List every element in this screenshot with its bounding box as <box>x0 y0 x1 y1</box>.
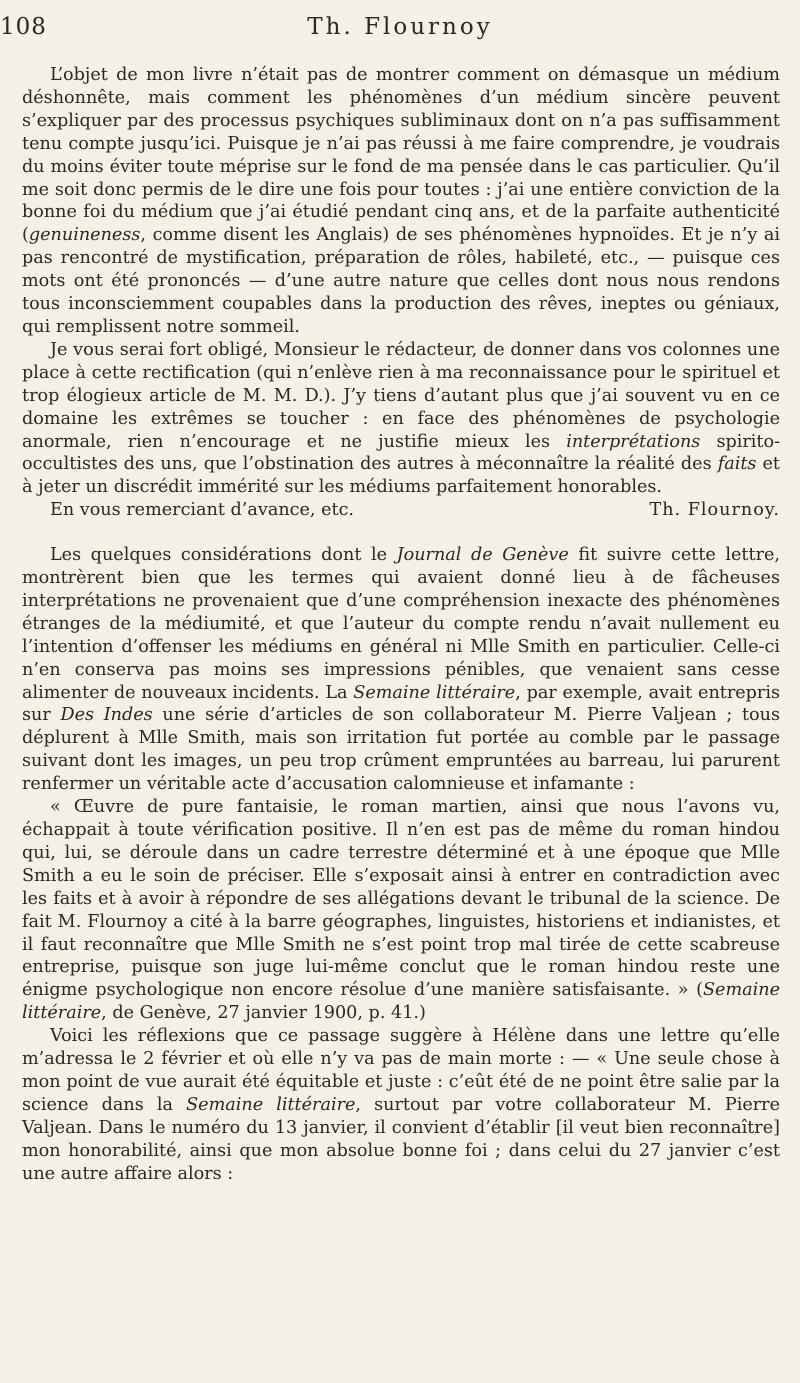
paragraph-p2 <box>22 339 780 499</box>
italic-segment: Semaine littéraire <box>353 682 516 703</box>
text-segment: Les quelques considérations dont le <box>50 545 397 566</box>
paragraph-p5 <box>22 796 780 1025</box>
text-segment: En vous remerciant d’avance, etc. <box>50 500 355 521</box>
signature-name: Th. Flournoy. <box>649 500 780 521</box>
page-number: 108 <box>0 14 47 40</box>
paragraph-p1 <box>22 64 780 339</box>
paragraph-p3 <box>22 499 780 522</box>
italic-segment: interprétations <box>566 431 701 452</box>
text-segment: , par exemple, avait entrepris sur <box>22 682 780 726</box>
italic-segment: Semaine littéraire <box>186 1094 356 1115</box>
text-segment: « Œuvre de pure fantaisie, le roman martien, ainsi que nous l’avons vu, échappait à toute vérification positive. Il n’en est pas de même du roman hindou qui, lui, se déroule dans un cadre terrestre déterminé et à une époque que Mlle Smith a eu le soin de préciser. Elle s’exposait ainsi à entrer en contradiction avec les faits et à avoir à répondre de ses allégations devant le tribunal de la science. De fait M. Flournoy a cité à la barre géographes, linguistes, historiens et indianistes, et il faut reconnaître que Mlle Smith ne s’est point trop mal tirée de cette scabreuse entreprise, puisque son juge lui-même conclut que le roman hindou reste une énigme psychologique non encore résolue d’une manière satisfaisante. » ( <box>22 797 780 1001</box>
text-segment: L’objet de mon livre n’était pas de montrer comment on démasque un médium déshonnête, mais comment les phénomènes d’un médium sincère peuvent s’expliquer par des processus psychiques subliminaux dont on n’a pas suffisamment tenu compte jusqu’ici. Puisque je n’ai pas réussi à me faire comprendre, je voudrais du moins éviter toute méprise sur le fond de ma pensée dans le cas particulier. Qu’il me soit donc permis de le dire une fois pour toutes : j’ai une entière conviction de la bonne foi du médium que j’ai étudié pendant cinq ans, et de la parfaite authenticité ( <box>22 65 780 246</box>
italic-segment: Journal de Genève <box>396 545 569 566</box>
italic-segment: genuineness <box>28 225 141 246</box>
paragraph-p4 <box>22 544 780 796</box>
running-head: Th. Flournoy <box>307 14 493 40</box>
italic-segment: Des Indes <box>60 705 153 726</box>
text-segment: , de Genève, 27 janvier 1900, p. 41.) <box>101 1003 426 1024</box>
text-segment: , comme disent les Anglais) de ses phénomènes hypnoïdes. Et je n’y ai pas rencontré de mystification, préparation de rôles, habileté, etc., — puisque ces mots ont été prononcés — d’une autre nature que celles dont nous nous rendons tous inconsciemment coupables dans la production des rêves, ineptes ou géniaux, qui remplissent notre sommeil. <box>22 225 780 337</box>
paragraph-p6 <box>22 1025 780 1185</box>
paragraph-gap <box>22 522 780 544</box>
text-segment: et à jeter un discrédit immérité sur les médiums parfaitement honorables. <box>22 454 780 498</box>
text-segment: fit suivre cette lettre, montrèrent bien que les termes qui avaient donné lieu à de fâcheuses interprétations ne provenaient que d’une compréhension inexacte des phénomènes étranges de la médiumité, et que l’auteur du compte rendu n’avait nullement eu l’intention d’offenser les médiums en général ni Mlle Smith en particulier. Celle-ci n’en conserva pas moins ses impressions pénibles, que venaient sans cesse alimenter de nouveaux incidents. La <box>22 545 780 703</box>
text-segment: Voici les réflexions que ce passage suggère à Hélène dans une lettre qu’elle m’adressa le 2 février et où elle n’y va pas de main morte : — « Une seule chose à mon point de vue aurait été équitable et juste : c’eût été de ne point être salie par la science dans la <box>22 1026 780 1115</box>
text-segment: une série d’articles de son collaborateur M. Pierre Valjean ; tous déplurent à Mlle Smith, mais son irritation fut portée au comble par le passage suivant dont les images, un peu trop crûment empruntées au barreau, lui parurent renfermer un véritable acte d’accusation calomnieuse et infamante : <box>22 705 780 795</box>
page-header <box>0 14 780 50</box>
italic-segment: Semaine littéraire <box>22 980 780 1024</box>
body-text <box>22 64 780 1186</box>
text-segment: spirito-occultistes des uns, que l’obstination des autres à méconnaître la réalité des <box>22 431 781 475</box>
italic-segment: faits <box>717 454 757 475</box>
text-segment: Je vous serai fort obligé, Monsieur le rédacteur, de donner dans vos colonnes une place à cette rectification (qui n’enlève rien à ma reconnaissance pour le spirituel et trop élogieux article de M. M. D.). J’y tiens d’autant plus que j’ai souvent vu en ce domaine les extrêmes se toucher : en face des phénomènes de psychologie anormale, rien n’encourage et ne justifie mieux les <box>22 339 780 452</box>
text-segment: , surtout par votre collaborateur M. Pierre Valjean. Dans le numéro du 13 janvier, il convient d’établir [il veut bien reconnaître] mon honorabilité, ainsi que mon absolue bonne foi ; dans celui du 27 janvier c’est une autre affaire alors : <box>22 1094 780 1184</box>
